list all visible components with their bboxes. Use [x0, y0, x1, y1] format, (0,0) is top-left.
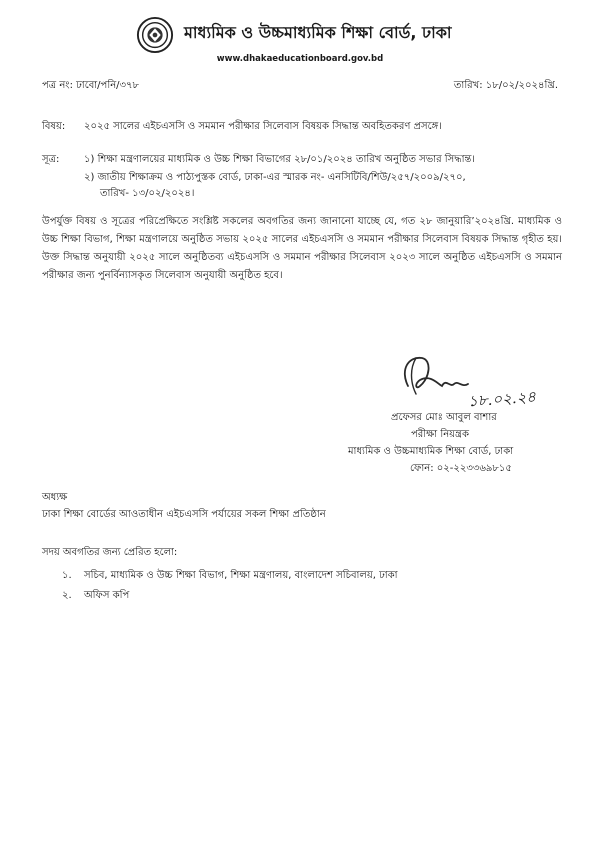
signature-date: ১৮.০২.২৪	[467, 387, 537, 411]
copy-item-1-number: ১.	[62, 570, 72, 581]
subject-label: বিষয়:	[42, 121, 66, 132]
source-item-2: ২) জাতীয় শিক্ষাক্রম ও পাঠ্যপুস্তক বোর্ড, ঢাকা-এর স্মারক নং- এনসিটিবি/শিউ/২৫৭/২০০৯/২৭০,	[84, 172, 466, 183]
signatory-name: প্রফেসর মোঃ আবুল বাশার	[391, 412, 497, 423]
source-label: সূত্র:	[42, 154, 60, 165]
board-name: মাধ্যমিক ও উচ্চমাধ্যমিক শিক্ষা বোর্ড, ঢাকা	[184, 23, 452, 42]
board-website[interactable]: www.dhakaeducationboard.gov.bd	[216, 54, 384, 64]
source-item-1: ১) শিক্ষা মন্ত্রণালয়ের মাধ্যমিক ও উচ্চ শিক্ষা বিভাগের ২৮/০১/২০২৪ তারিখ অনুষ্ঠিত সভার সিদ্ধান্ত।	[84, 154, 475, 165]
recipient-text: ঢাকা শিক্ষা বোর্ডের আওতাধীন এইচএসসি পর্যায়ের সকল শিক্ষা প্রতিষ্ঠান	[42, 509, 326, 520]
subject-text: ২০২৫ সালের এইচএসসি ও সমমান পরীক্ষার সিলেবাস বিষয়ক সিদ্ধান্ত অবহিতকরণ প্রসঙ্গে।	[84, 121, 442, 132]
reference-number: পত্র নং: ঢাবো/পনি/৩৭৮	[42, 80, 140, 91]
body-paragraph: উপর্যুক্ত বিষয় ও সূত্রের পরিপ্রেক্ষিতে সংশ্লিষ্ট সকলের অবগতির জন্য জানানো যাচ্ছে যে, গত ২৮ জানুয়ারি’২০২৪খ্রি. মাধ্যমিক ও উচ্চ শিক্ষা বিভাগ, শিক্ষা মন্ত্রণালয়ে অনুষ্ঠিত সভায় ২০২৫ সালের এইচএসসি ও সমমান পরীক্ষার সিলেবাস বিষয়ক সিদ্ধান্ত গৃহীত হয়। উক্ত সিদ্ধান্ত অনুযায়ী ২০২৫ সালে অনুষ্ঠিতব্য এইচএসসি ও সমমান পরীক্ষার সিলেবাস ২০২৩ সালে অনুষ্ঠিত এইচএসসি ও সমমান পরীক্ষার জন্য পুনর্বিন্যাসকৃত সিলেবাস অনুযায়ী অনুষ্ঠিত হবে।	[42, 216, 562, 281]
source-item-2-date: তারিখ- ১৩/০২/২০২৪।	[100, 188, 195, 199]
copies-label: সদয় অবগতির জন্য প্রেরিত হলো:	[42, 547, 178, 558]
copy-item-1-text: সচিব, মাধ্যমিক ও উচ্চ শিক্ষা বিভাগ, শিক্ষা মন্ত্রণালয়, বাংলাদেশ সচিবালয়, ঢাকা	[84, 570, 398, 581]
recipient-label: অধ্যক্ষ	[42, 492, 68, 503]
signatory-office: মাধ্যমিক ও উচ্চমাধ্যমিক শিক্ষা বোর্ড, ঢাকা	[348, 446, 514, 457]
memo-date: তারিখ: ১৮/০২/২০২৪খ্রি.	[453, 80, 558, 91]
signatory-title: পরীক্ষা নিয়ন্ত্রক	[411, 429, 469, 440]
board-emblem-icon	[136, 16, 174, 54]
signatory-phone: ফোন: ০২-২২৩৩৬৯৮১৫	[410, 463, 512, 474]
letterhead	[0, 14, 600, 70]
copy-item-2-text: অফিস কপি	[84, 590, 130, 601]
copy-item-2-number: ২.	[62, 590, 72, 601]
